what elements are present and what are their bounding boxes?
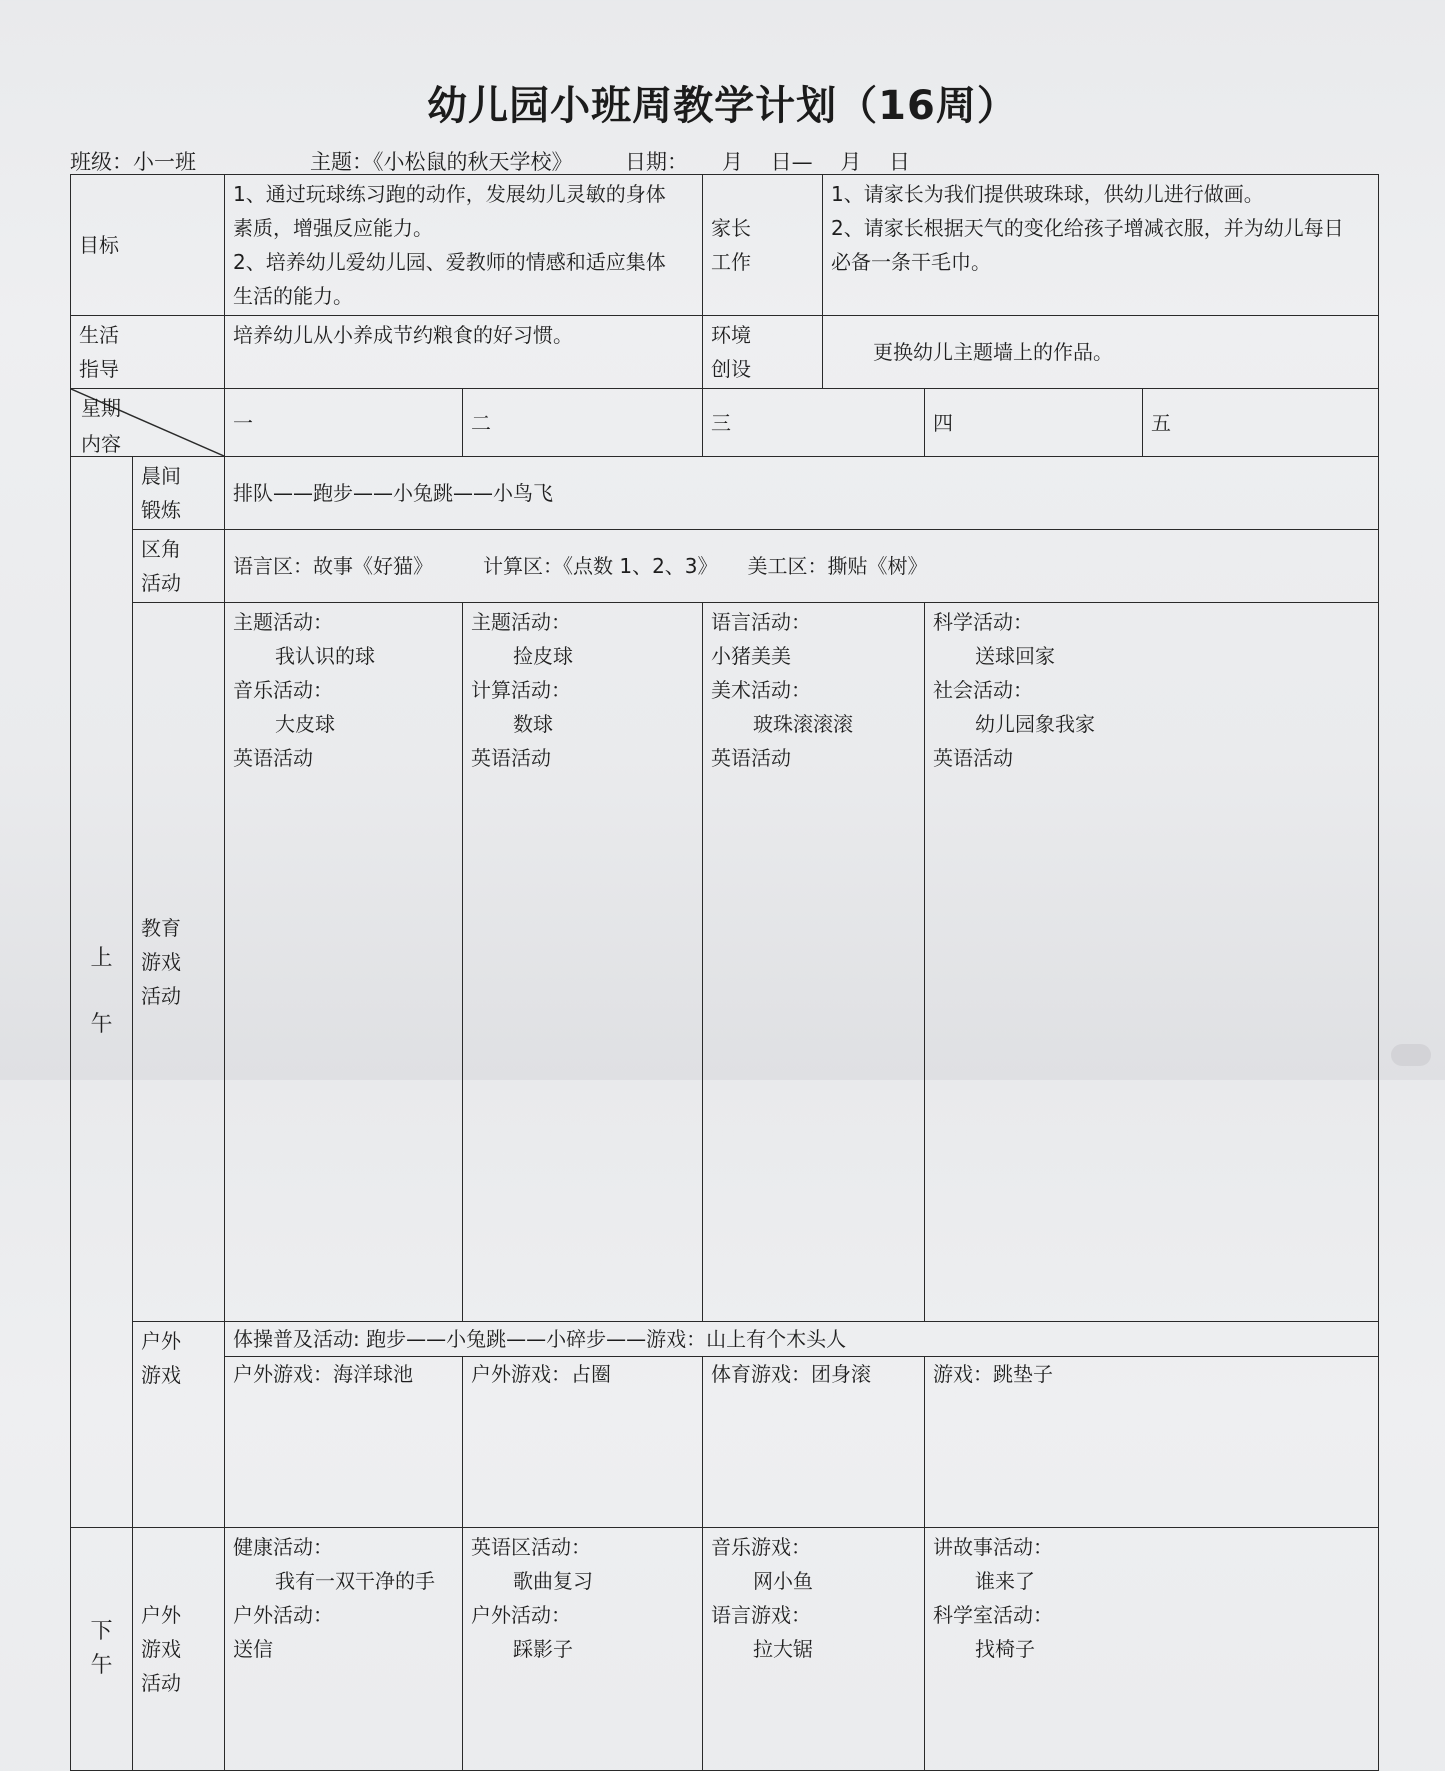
corner-bottom-label: 内容 [81,432,121,456]
afternoon-activity-label [133,1528,225,1771]
parent-work-line: 必备一条干毛巾。 [831,250,992,274]
activity-name: 小猪美美 [711,644,792,668]
education-day-3 [703,603,925,1322]
activity-type: 讲故事活动： [933,1535,1054,1559]
activity-type: 科学活动： [933,610,1034,634]
education-day-1 [225,603,463,1322]
outdoor-gym-text: 体操普及活动: 跑步——小兔跳——小碎步——游戏：山上有个木头人 [225,1322,1379,1357]
morning-label-char: 上 [90,946,113,971]
corner-top-label: 星期 [81,396,121,420]
activity-type: 音乐游戏： [711,1535,812,1559]
outdoor-game: 游戏：跳垫子 [925,1357,1379,1528]
education-label-3: 活动 [141,984,181,1008]
activity-type: 音乐活动： [233,678,333,702]
day-header: 一 [225,389,463,457]
activity-name: 找椅子 [975,1637,1036,1661]
afternoon-activity-label-3: 活动 [141,1671,181,1695]
activity-name: 送球回家 [975,644,1056,668]
goals-cell [225,175,703,316]
parent-work-line: 1、请家长为我们提供玻珠球，供幼儿进行做画。 [831,182,1264,206]
outdoor-morning-label-2: 游戏 [141,1363,181,1387]
activity-type: 主题活动： [233,610,333,634]
life-guidance-label-2: 指导 [79,357,119,381]
morning-label [71,457,133,1528]
afternoon-activity-label-1: 户外 [141,1603,181,1627]
activity-type: 语言活动： [711,610,812,634]
activity-name: 数球 [513,712,553,736]
outdoor-gym-row [71,1322,1379,1357]
activity-type: 英语活动 [233,746,313,770]
afternoon-day-3 [703,1528,925,1771]
parent-work-label-1: 家长 [711,216,752,240]
education-day-2 [463,603,703,1322]
activity-type: 英语活动 [933,746,1014,770]
morning-exercise-label [133,457,225,530]
activity-name: 我认识的球 [275,644,375,668]
corner-activity-label-2: 活动 [141,571,181,595]
activity-name: 送信 [233,1637,273,1661]
outdoor-game: 体育游戏：团身滚 [703,1357,925,1528]
activity-type: 语言游戏： [711,1603,812,1627]
afternoon-label [71,1528,133,1771]
activity-type: 英语区活动： [471,1535,591,1559]
activity-type: 计算活动： [471,678,571,702]
activity-name: 玻珠滚滚滚 [753,712,854,736]
afternoon-day-1 [225,1528,463,1771]
life-guidance-label-1: 生活 [79,323,119,347]
life-guidance-label [71,316,225,389]
morning-exercise-label-2: 锻炼 [141,498,181,522]
morning-exercise-text: 排队——跑步——小兔跳——小鸟飞 [225,457,1379,530]
outdoor-morning-label-1: 户外 [141,1329,181,1353]
activity-type: 社会活动： [933,678,1034,702]
plan-table [70,174,1379,1771]
page-title: 幼儿园小班周教学计划（16周） [427,83,1018,129]
activity-name: 网小鱼 [753,1569,814,1593]
theme-label: 主题：《小松鼠的秋天学校》 [310,150,573,174]
outdoor-morning-label [133,1322,225,1528]
goals-line: 素质，增强反应能力。 [233,216,433,240]
activity-name: 拉大锯 [753,1637,814,1661]
activity-type: 主题活动： [471,610,571,634]
date-label: 日期： [625,150,688,174]
goals-line: 生活的能力。 [233,284,353,308]
day-header: 四 [925,389,1143,457]
corner-activity-row [71,530,1379,603]
activity-type: 户外活动： [233,1603,333,1627]
education-label [133,603,225,1322]
parent-work-line: 2、请家长根据天气的变化给孩子增减衣服，并为幼儿每日 [831,216,1344,240]
afternoon-activity-label-2: 游戏 [141,1637,181,1661]
activity-name: 踩影子 [513,1637,573,1661]
goals-label: 目标 [71,175,225,316]
parent-work-cell [823,175,1379,316]
activity-type: 户外活动： [471,1603,571,1627]
week-header-row [71,389,1379,457]
goals-line: 2、培养幼儿爱幼儿园、爱教师的情感和适应集体 [233,250,666,274]
class-label: 班级：小一班 [70,150,196,174]
corner-activity-label [133,530,225,603]
activity-name: 我有一双干净的手 [275,1569,435,1593]
parent-work-label [703,175,823,316]
activity-type: 英语活动 [711,746,792,770]
environment-label-2: 创设 [711,357,752,381]
afternoon-day-4 [925,1528,1379,1771]
afternoon-day-2 [463,1528,703,1771]
education-label-1: 教育 [141,916,181,940]
day-header: 五 [1143,389,1379,457]
afternoon-label-char: 午 [90,1653,113,1678]
morning-exercise-row [71,457,1379,530]
life-guidance-text: 培养幼儿从小养成节约粮食的好习惯。 [225,316,703,389]
activity-name: 歌曲复习 [513,1569,593,1593]
morning-label-char: 午 [90,1012,113,1037]
activity-name: 幼儿园象我家 [975,712,1096,736]
afternoon-row [71,1528,1379,1771]
corner-activity-text: 语言区：故事《好猫》 计算区：《点数 1、2、3》 美工区：撕贴《树》 [225,530,1379,603]
activity-name: 大皮球 [275,712,335,736]
parent-work-label-2: 工作 [711,250,752,274]
activity-type: 美术活动： [711,678,812,702]
afternoon-label-char: 下 [90,1619,113,1644]
environment-label-1: 环境 [711,323,752,347]
day-header: 三 [703,389,925,457]
goals-line: 1、通过玩球练习跑的动作，发展幼儿灵敏的身体 [233,182,666,206]
corner-activity-label-1: 区角 [141,537,181,561]
activity-type: 英语活动 [471,746,551,770]
outdoor-games-row [71,1357,1379,1528]
environment-text: 更换幼儿主题墙上的作品。 [823,316,1379,389]
morning-exercise-label-1: 晨间 [141,464,181,488]
day-header: 二 [463,389,703,457]
activity-name: 谁来了 [975,1569,1036,1593]
date-range: 月 日— 月 日 [722,150,911,174]
environment-label [703,316,823,389]
activity-name: 捡皮球 [513,644,573,668]
activity-type: 健康活动： [233,1535,333,1559]
education-row [71,603,1379,1322]
outdoor-game: 户外游戏：占圈 [463,1357,703,1528]
week-corner-cell [71,389,225,457]
goals-row [71,175,1379,316]
education-day-4 [925,603,1379,1322]
outdoor-game: 户外游戏：海洋球池 [225,1357,463,1528]
watermark-badge [1391,1044,1431,1066]
activity-type: 科学室活动： [933,1603,1054,1627]
life-guidance-row [71,316,1379,389]
education-label-2: 游戏 [141,950,181,974]
